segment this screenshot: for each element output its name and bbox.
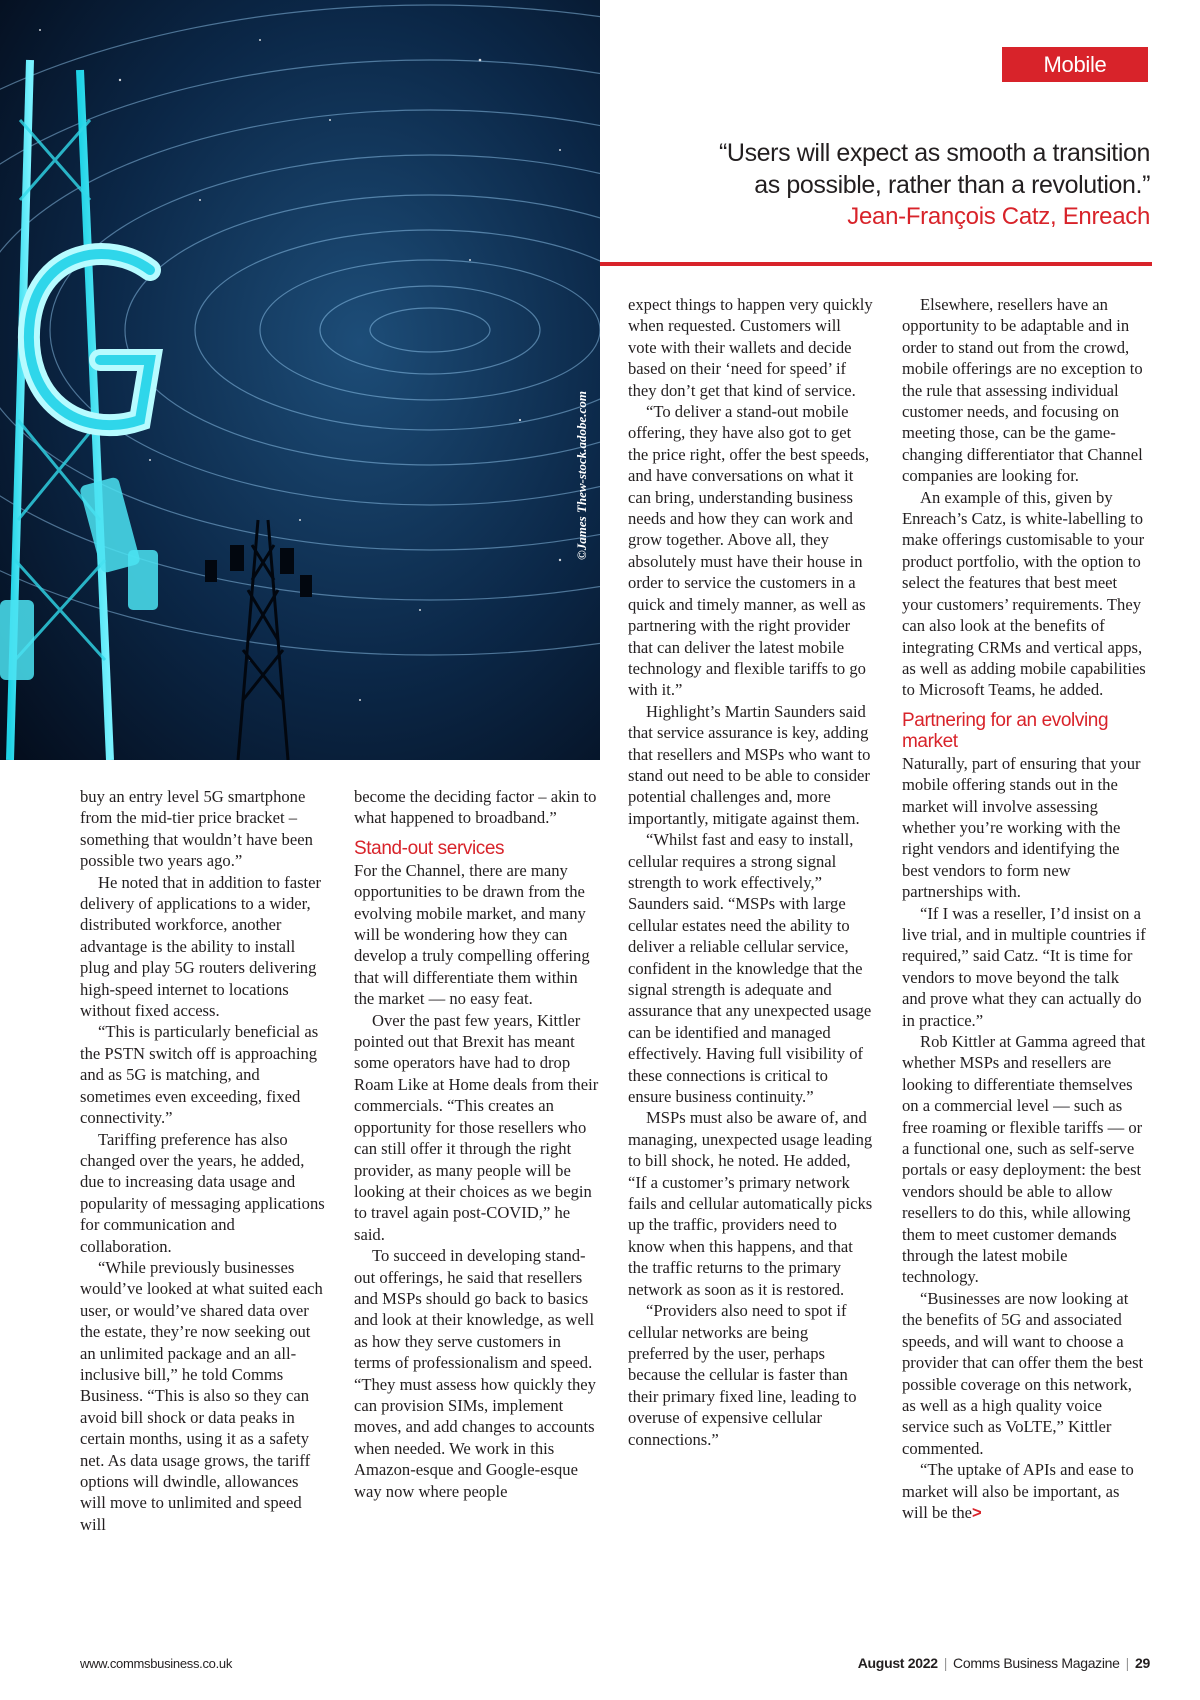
section-tag-light: Mobile — [1043, 52, 1107, 77]
paragraph: expect things to happen very quickly when requested. Customers will vote with their wallets and decide based on their ‘need for speed’ if they don’t get that kind of service. — [628, 295, 873, 400]
paragraph: “If I was a reseller, I’d insist on a live trial, and in multiple countries if required,” said Catz. “It is time for vendors to move beyond the talk and prove what they can actually do in practice.” — [902, 903, 1146, 1030]
column-2-intro: become the deciding factor – akin to what happened to broadband.” — [354, 787, 597, 828]
pull-quote-divider — [600, 262, 1152, 266]
paragraph: “Businesses are now looking at the benefits of 5G and associated speeds, and will want to choose a provider that can offer them the best possible coverage on this network, as well as a high quality voice service such as VoLTE,” Kittler commented. — [902, 1288, 1144, 1458]
article-column-2 — [354, 786, 599, 1502]
paragraph: “Whilst fast and easy to install, cellular requires a strong signal strength to work effectively,” Saunders said. “MSPs with large cellular estates need the ability to deliver a reliable cellular service, confident in the knowledge that the signal strength is adequate and assurance that any unexpected usage can be identified and managed effectively. Having full visibility of these connections is critical to ensure business continuity.” — [628, 830, 872, 1107]
paragraph: Highlight’s Martin Saunders said that service assurance is key, adding that resellers and MSPs who want to stand out need to be able to consider potential challenges and, more importantly, mitigate against them. — [628, 701, 871, 828]
paragraph: “Providers also need to spot if cellular networks are being preferred by the user, perhaps because the cellular is faster than their primary fixed line, leading to overuse of expensive cellular connections.” — [628, 1301, 857, 1449]
article-column-4 — [902, 294, 1147, 1523]
paragraph: “While previously businesses would’ve looked at what suited each user, or would’ve shared data over the estate, they’re now seeking out an unlimited package and an all-inclusive bill,” he told Comms Business. “This is also so they can avoid bill shock or data peaks in certain months, using it as a safety net. As data usage grows, the tariff options will dwindle, allowances will move to unlimited and speed will — [80, 1257, 323, 1534]
footer-website: www.commsbusiness.co.uk — [80, 1656, 233, 1671]
paragraph: MSPs must also be aware of, and managing, unexpected usage leading to bill shock, he noted. He added, “If a customer’s primary network fails and cellular automatically picks up the traffic, providers need to know when this happens, and that the traffic returns to the primary network as soon as it is restored. — [628, 1108, 873, 1299]
paragraph: For the Channel, there are many opportunities to be drawn from the evolving mobile market, and many will be wondering how they can develop a truly compelling offering that will differentiate them within the market — no easy feat. — [354, 860, 590, 1009]
paragraph: “The uptake of APIs and ease to market will also be important, as will be the> — [902, 1460, 1134, 1522]
footer-issue-info: August 2022 | Comms Business Magazine | 29 — [857, 1655, 1150, 1671]
hero-image-5g-tower — [0, 0, 600, 760]
footer-date: August 2022 — [857, 1655, 938, 1671]
page-number: 29 — [1135, 1655, 1150, 1671]
section-tag — [1002, 47, 1148, 112]
paragraph: buy an entry level 5G smartphone from the mid-tier price bracket – something that wouldn’t have been possible two years ago.” — [80, 787, 313, 871]
paragraph: Rob Kittler at Gamma agreed that whether MSPs and resellers are looking to differentiate themselves on a commercial level — such as free roaming or flexible tariffs — or a functional one, such as self-serve portals or easy deployment: the best vendors should be able to allow resellers to do this, while allowing them to meet customer demands through the latest mobile technology. — [902, 1032, 1146, 1287]
pull-quote-line-1: “Users will expect as smooth a transition — [719, 139, 1150, 167]
pull-quote-line-2: as possible, rather than a revolution.” — [754, 171, 1150, 199]
article-column-3 — [628, 294, 873, 1450]
paragraph: To succeed in developing stand-out offerings, he said that resellers and MSPs should go back to basics and look at their knowledge, as well as how they serve customers in terms of professionalism and speed. “They must assess how quickly they can provision SIMs, implement moves, and add changes to accounts when needed. We work in this Amazon-esque and Google-esque way now where people — [354, 1246, 596, 1501]
continue-arrow-icon: > — [972, 1502, 982, 1522]
paragraph: An example of this, given by Enreach’s Catz, is white-labelling to make offerings customisable to your product portfolio, with the option to select the features that best meet your customers’ requirements. They can also look at the benefits of integrating CRMs and vertical apps, as well as adding mobile capabilities to Microsoft Teams, he added. — [902, 487, 1146, 700]
tower-starfield-illustration — [0, 0, 600, 760]
paragraph: “To deliver a stand-out mobile offering, they have also got to get the price right, offer the best speeds, and have conversations on what it can bring, understanding business needs and how they can work and grow together. Above all, they absolutely must have their house in order to service the customers in a quick and timely manner, as well as partnering with the right provider that can deliver the latest mobile technology and flexible tariffs to go with it.” — [628, 402, 870, 700]
subheading-partnering: Partnering for an evolving market — [902, 709, 1109, 752]
pull-quote — [630, 137, 1150, 233]
pull-quote-attribution: Jean-François Catz, Enreach — [847, 203, 1150, 230]
paragraph: Tariffing preference has also changed over the years, he added, due to increasing data usage and popularity of messaging applications for communication and collaboration. — [80, 1129, 325, 1256]
paragraph: “This is particularly beneficial as the PSTN switch off is approaching and as 5G is matching, and sometimes even exceeding, fixed connectivity.” — [80, 1022, 319, 1128]
paragraph: He noted that in addition to faster delivery of applications to a wider, distributed workforce, another advantage is the ability to install plug and play 5G routers delivering high-speed internet to locations without fixed access. — [80, 872, 322, 1021]
paragraph: Over the past few years, Kittler pointed out that Brexit has meant some operators have had to drop Roam Like at Home deals from their commercials. “This creates an opportunity for those resellers who can still offer it through the right provider, as many people will be looking at their choices as we begin to travel again post-COVID,” he said. — [354, 1010, 599, 1244]
section-tag-bold: FEATURE — [1024, 87, 1126, 112]
article-column-1 — [80, 786, 325, 1535]
paragraph: Elsewhere, resellers have an opportunity to be adaptable and in order to stand out from the crowd, mobile offerings are no exception to the rule that assessing individual customer needs, and focusing on meeting those, can be the game-changing differentiator that Channel companies are looking for. — [902, 295, 1143, 486]
photo-credit: ©James Thew-stock.adobe.com — [574, 391, 589, 560]
footer-magazine: Comms Business Magazine — [953, 1655, 1120, 1671]
subheading-stand-out-services: Stand-out services — [354, 837, 505, 859]
paragraph: Naturally, part of ensuring that your mobile offering stands out in the market will involve assessing whether you’re working with the right vendors and identifying the best vendors to form new partnerships with. — [902, 753, 1141, 902]
